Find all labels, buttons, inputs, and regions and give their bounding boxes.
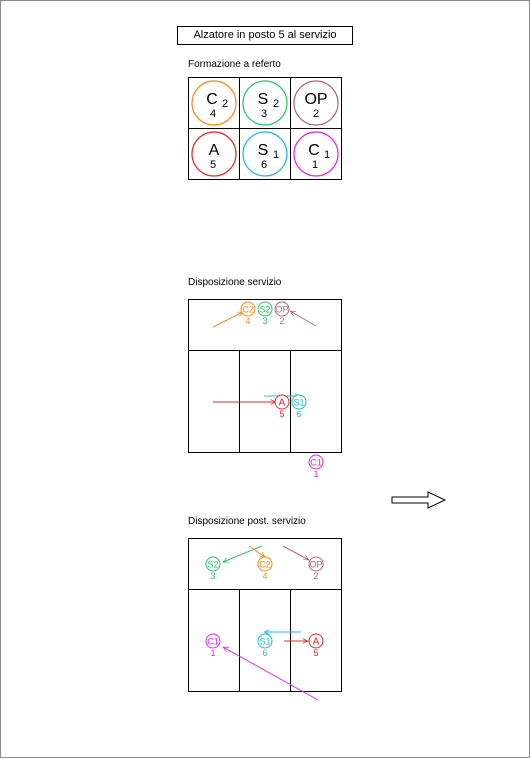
player-letter: A [208, 142, 220, 159]
player-letter: OP [304, 91, 328, 108]
marker-number: 1 [210, 648, 216, 658]
post-player-c2 [258, 557, 272, 581]
marker-label: OP [275, 304, 289, 315]
marker-number: 4 [245, 316, 251, 326]
player-letter: S [257, 91, 269, 108]
marker-label: S2 [207, 559, 219, 570]
post-player-op [309, 557, 323, 581]
player-subscript: 2 [221, 98, 229, 110]
marker-number: 5 [279, 409, 285, 419]
arrow-op-post [283, 546, 309, 560]
marker-label: C1 [207, 636, 219, 647]
serve-player-c2 [241, 302, 255, 326]
marker-number: 5 [313, 648, 319, 658]
player-number: 5 [209, 159, 217, 171]
formation-player-s2 [243, 81, 287, 125]
marker-label: C2 [259, 559, 271, 570]
formation-player-op [294, 81, 338, 125]
player-subscript: 1 [272, 149, 280, 161]
player-subscript: 2 [272, 98, 280, 110]
post-serve-caption: Disposizione post. servizio [188, 516, 306, 527]
arrow-s2-post [223, 546, 262, 562]
marker-number: 1 [313, 469, 319, 479]
arrow-c2-serve [213, 312, 243, 327]
player-number: 4 [209, 108, 217, 120]
marker-label: OP [309, 559, 323, 570]
formation-player-c2 [192, 81, 236, 125]
player-number: 2 [312, 108, 320, 120]
serve-player-s2 [258, 302, 272, 326]
post-serve-players [206, 557, 323, 658]
formation-player-c1 [294, 132, 338, 176]
post-player-a [309, 634, 323, 658]
marker-label: S1 [293, 397, 305, 408]
marker-label: C2 [242, 304, 254, 315]
serve-caption: Disposizione servizio [188, 277, 282, 288]
page-title: Alzatore in posto 5 al servizio [177, 26, 353, 45]
player-subscript: 1 [323, 149, 331, 161]
serve-player-c1 [309, 455, 323, 479]
post-player-c1 [206, 634, 220, 658]
marker-number: 3 [210, 571, 216, 581]
serve-player-op [275, 302, 289, 326]
player-number: 1 [311, 159, 319, 171]
formation-caption: Formazione a referto [188, 59, 281, 70]
formation-player-a [192, 132, 236, 176]
marker-number: 2 [279, 316, 285, 326]
serve-player-s1 [292, 395, 306, 419]
player-letter: C [308, 142, 320, 159]
marker-number: 2 [313, 571, 319, 581]
marker-label: C1 [310, 457, 322, 468]
marker-number: 3 [262, 316, 268, 326]
marker-label: S1 [259, 636, 271, 647]
formation-player-s1 [243, 132, 287, 176]
marker-label: A [312, 636, 320, 648]
player-letter: C [206, 91, 218, 108]
marker-label: A [278, 397, 286, 409]
player-letter: S [257, 142, 269, 159]
marker-label: S2 [259, 304, 271, 315]
marker-number: 6 [296, 409, 302, 419]
serve-player-a [275, 395, 289, 419]
player-number: 3 [260, 108, 268, 120]
post-player-s2 [206, 557, 220, 581]
marker-number: 4 [262, 571, 268, 581]
next-arrow-icon [392, 492, 445, 508]
post-player-s1 [258, 634, 272, 658]
arrow-c1-post [223, 647, 318, 700]
player-number: 6 [260, 159, 268, 171]
arrow-op-serve [290, 311, 316, 326]
marker-number: 6 [262, 648, 268, 658]
